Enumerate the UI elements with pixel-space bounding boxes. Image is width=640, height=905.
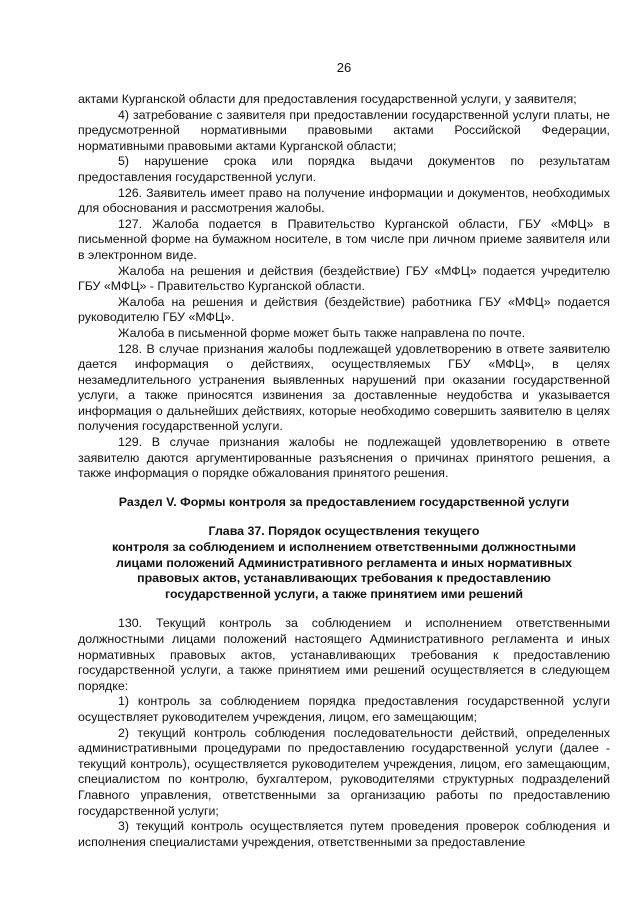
- paragraph: Жалоба на решения и действия (бездействие) работника ГБУ «МФЦ» подается руководителю ГБУ «МФЦ».: [78, 294, 610, 325]
- paragraph: 4) затребование с заявителя при предоставлении государственной услуги платы, не предусмотренной нормативными правовыми актами Российской Федерации, нормативными правовыми актами Курганской области;: [78, 107, 610, 153]
- chapter-title-line: государственной услуги, а также принятием ими решений: [165, 586, 523, 601]
- paragraph: 3) текущий контроль осуществляется путем проведения проверок соблюдения и исполнения специалистами учреждения, ответственными за предоставление: [78, 819, 610, 849]
- chapter-title-line: Глава 37. Порядок осуществления текущего: [208, 524, 480, 539]
- body-text-bottom: [78, 616, 610, 850]
- section-title: Раздел V. Формы контроля за предоставлением государственной услуги: [118, 494, 570, 509]
- chapter-title: [78, 524, 610, 602]
- paragraph: Жалоба на решения и действия (бездействие) ГБУ «МФЦ» подается учредителю ГБУ «МФЦ» - Правительство Курганской области.: [78, 263, 610, 294]
- paragraph: 130. Текущий контроль за соблюдением и исполнением ответственными должностными лицами положений настоящего Административного регламента и иных нормативных правовых актов, устанавливающих требования к предоставлению государственной услуги, а также принятием ими решений осуществляется в следующем порядке:: [78, 616, 610, 693]
- paragraph: 129. В случае признания жалобы не подлежащей удовлетворению в ответе заявителю даются аргументированные разъяснения о причинах принятого решения, а также информация о порядке обжалования принятого решения.: [78, 435, 610, 481]
- page-number: 26: [336, 60, 352, 75]
- chapter-title-line: правовых актов, устанавливающих требования к предоставлению: [137, 571, 551, 586]
- chapter-title-line: контроля за соблюдением и исполнением ответственными должностными: [111, 540, 577, 555]
- paragraph: 127. Жалоба подается в Правительство Курганской области, ГБУ «МФЦ» в письменной форме на бумажном носителе, в том числе при личном приеме заявителя или в электронном виде.: [78, 216, 610, 262]
- body-text-top: [78, 92, 610, 482]
- paragraph: 126. Заявитель имеет право на получение информации и документов, необходимых для обоснования и рассмотрения жалобы.: [78, 185, 610, 216]
- paragraph: 2) текущий контроль соблюдения последовательности действий, определенных административными процедурами по предоставлению государственной услуги (далее - текущий контроль), осуществляется руководителем учреждения, лицом, его замещающим, специалистом по контролю, бухгалтером, руководителями структурных подразделений Главного управления, ответственными за организацию работы по предоставлению государственной услуги;: [78, 725, 610, 818]
- paragraph: актами Курганской области для предоставления государственной услуги, у заявителя;: [78, 92, 577, 106]
- chapter-title-line: лицами положений Административного регламента и иных нормативных: [115, 555, 573, 570]
- paragraph: 128. В случае признания жалобы подлежащей удовлетворению в ответе заявителю дается информация о действиях, осуществляемых ГБУ «МФЦ», в целях незамедлительного устранения выявленных нарушений при оказании государственной услуги, а также приносятся извинения за доставленные неудобства и указывается информация о дальнейших действиях, которые необходимо совершить заявителю в целях получения государственной услуги.: [78, 341, 610, 434]
- paragraph: 1) контроль за соблюдением порядка предоставления государственной услуги осуществляет руководителем учреждения, лицом, его замещающим;: [78, 694, 610, 724]
- paragraph: 5) нарушение срока или порядка выдачи документов по результатам предоставления государственной услуги.: [78, 154, 610, 184]
- paragraph: Жалоба в письменной форме может быть также направлена по почте.: [118, 325, 526, 340]
